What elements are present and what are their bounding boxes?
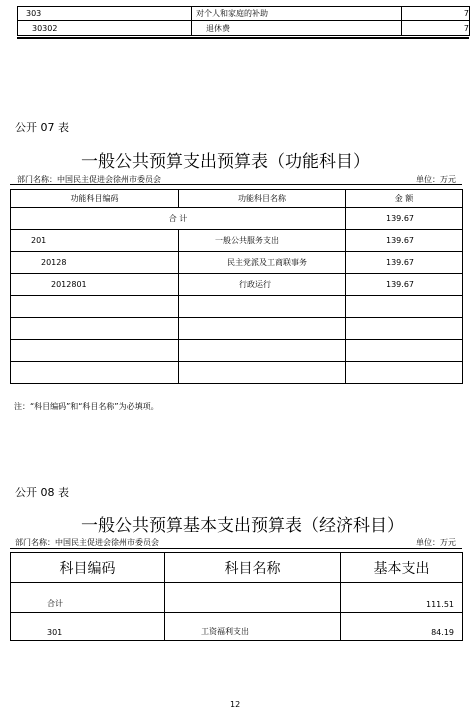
row-name: 工资福利支出 bbox=[165, 613, 341, 641]
row-name bbox=[165, 583, 341, 613]
table-row bbox=[18, 21, 470, 36]
row-name: 行政运行 bbox=[179, 274, 346, 296]
row-code: 201 bbox=[11, 230, 179, 252]
section-07-label: 公开 07 表 bbox=[15, 121, 69, 134]
section-07-dept: 部门名称：中国民主促进会徐州市委员会 bbox=[17, 175, 161, 184]
row-name: 民主党派及工商联事务 bbox=[179, 252, 346, 274]
total-label: 合 计 bbox=[11, 208, 346, 230]
row-name: 一般公共服务支出 bbox=[179, 230, 346, 252]
row-amount: 84.19 bbox=[341, 613, 463, 641]
section-07-unit: 单位：万元 bbox=[416, 175, 456, 184]
table-row bbox=[11, 274, 463, 296]
row-amount: 139.67 bbox=[346, 252, 463, 274]
header-rule bbox=[10, 184, 462, 185]
top-table bbox=[17, 6, 470, 36]
table-row-empty bbox=[11, 362, 463, 384]
table-row bbox=[11, 252, 463, 274]
table-row bbox=[18, 7, 470, 21]
col-header-name: 功能科目名称 bbox=[179, 190, 346, 208]
col-header-amount: 基本支出 bbox=[341, 553, 463, 583]
row-code: 20128 bbox=[11, 252, 179, 274]
section-07-table bbox=[10, 189, 463, 384]
row-code: 合计 bbox=[11, 583, 165, 613]
table-row bbox=[11, 583, 463, 613]
table-row bbox=[11, 230, 463, 252]
total-amount: 139.67 bbox=[346, 208, 463, 230]
section-07-title: 一般公共预算支出预算表（功能科目） bbox=[81, 152, 370, 172]
top-row-code: 30302 bbox=[18, 21, 192, 36]
section-08-unit: 单位：万元 bbox=[416, 538, 456, 547]
col-header-name: 科目名称 bbox=[165, 553, 341, 583]
section-07-note: 注：“科目编码”和“科目名称”为必填项。 bbox=[14, 402, 159, 411]
table-header-row bbox=[11, 553, 463, 583]
col-header-amount: 金 额 bbox=[346, 190, 463, 208]
row-code: 2012801 bbox=[11, 274, 179, 296]
table-row bbox=[11, 613, 463, 641]
col-header-code: 科目编码 bbox=[11, 553, 165, 583]
row-code: 301 bbox=[11, 613, 165, 641]
top-row-name: 对个人和家庭的补助 bbox=[192, 7, 402, 21]
table-row-empty bbox=[11, 318, 463, 340]
section-08-dept: 部门名称：中国民主促进会徐州市委员会 bbox=[15, 538, 159, 547]
row-amount: 111.51 bbox=[341, 583, 463, 613]
top-row-amount: 7 bbox=[402, 21, 470, 36]
top-row-code: 303 bbox=[18, 7, 192, 21]
table-header-row bbox=[11, 190, 463, 208]
page-number: 12 bbox=[230, 700, 241, 709]
row-amount: 139.67 bbox=[346, 230, 463, 252]
section-08-label: 公开 08 表 bbox=[15, 486, 69, 499]
table-row-empty bbox=[11, 296, 463, 318]
table-bottom-rule bbox=[17, 37, 469, 39]
top-row-name: 退休费 bbox=[192, 21, 402, 36]
table-row-empty bbox=[11, 340, 463, 362]
top-row-amount: 7 bbox=[402, 7, 470, 21]
row-amount: 139.67 bbox=[346, 274, 463, 296]
section-08-table bbox=[10, 552, 463, 641]
col-header-code: 功能科目编码 bbox=[11, 190, 179, 208]
table-total-row bbox=[11, 208, 463, 230]
section-08-title: 一般公共预算基本支出预算表（经济科目） bbox=[81, 516, 404, 536]
header-rule bbox=[10, 548, 462, 549]
